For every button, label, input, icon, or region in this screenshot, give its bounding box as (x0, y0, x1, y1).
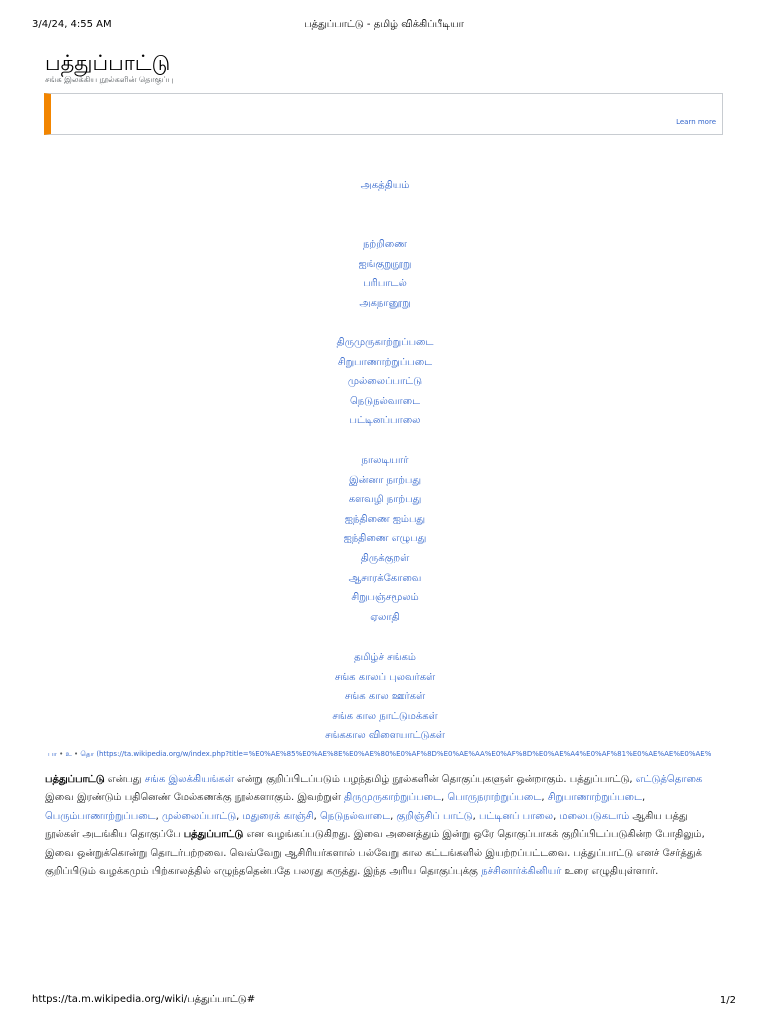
print-datetime: 3/4/24, 4:55 AM (32, 19, 112, 30)
article-paragraph (45, 771, 725, 881)
navbox-link[interactable]: ஐங்குறுநூறு (358, 258, 412, 270)
navbox-link[interactable]: நெடுநல்வாடை (349, 395, 421, 407)
page-subtitle: சங்க இலக்கிய நூல்களின் தொகுப்பு (45, 75, 174, 84)
text: என வழங்கப்படுகிறது. இவை அனைத்தும் இன்று ஒரே தொகுப்பாகக் குறிப்பிடப்படுகின்ற போதிலும், இவை ஒன்றுக்கொன்று தொடர்பற்றவை. வெவ்வேறு ஆசிரியர்களால் பல்வேறு கால கட்டங்களில் இயற்றப்பட்டவை. பத்துப்பாட்டு எனச் சேர்த்துக் குறிப்பிடும் வழக்கமும் பிற்காலத்தில் எழுந்ததென்பதே பலரது கருத்து. இந்த அரிய தொகுப்புக்கு (45, 829, 705, 878)
text: உரை எழுதியுள்ளார். (561, 866, 659, 878)
navbox-link[interactable]: திருமுருகாற்றுப்படை (336, 337, 434, 348)
navbox-link[interactable]: சங்க காலப் புலவர்கள் (334, 671, 436, 683)
navbox-group-2 (240, 235, 530, 313)
text: , (472, 810, 479, 822)
link-maduraikkanchi[interactable]: மதுரைக் காஞ்சி (242, 810, 314, 822)
link-tirumurugarruppadai[interactable]: திருமுருகாற்றுப்படை (344, 792, 441, 804)
vte-view-link[interactable]: பா (48, 750, 57, 758)
navbox-group-1 (240, 176, 530, 196)
text: , (541, 792, 548, 804)
link-nachinarkkiniyar[interactable]: நச்சினார்க்கினியர் (481, 866, 562, 878)
navbox-link[interactable]: நற்றிணை (362, 239, 407, 250)
navbox-group-5 (240, 648, 530, 746)
navbox-link[interactable]: நாலடியார் (361, 455, 409, 466)
text: என்பது (104, 774, 145, 785)
navbox-link[interactable]: சங்க கால நாட்டுமக்கள் (332, 710, 438, 722)
navbox-link[interactable]: திருக்குறள் (360, 552, 410, 564)
navbox-link[interactable]: ஏலாதி (370, 611, 400, 623)
navbox-link[interactable]: தமிழ்ச் சங்கம் (354, 652, 416, 663)
navbox-link[interactable]: சிறுபாணாற்றுப்படை (337, 356, 433, 368)
text: , (390, 810, 397, 822)
navbox-link[interactable]: சங்ககால விளையாட்டுகள் (325, 730, 445, 742)
text: , (236, 810, 243, 822)
vte-url[interactable]: (https://ta.wikipedia.org/w/index.php?title=%E0%AE%85%E0%AE%8E%E0%AE%80%E0%AF%8D%E0%AE%AA%E0%AF%8D%E0%AE%A4%E0%AF%81%E0%AE%AE%E0%AE% (96, 750, 712, 758)
link-sangam-literature[interactable]: சங்க இலக்கியங்கள் (144, 774, 234, 785)
navbox-link[interactable]: ஐந்திணை எழுபது (343, 533, 427, 545)
navbox-group-3 (240, 333, 530, 431)
text: , (553, 810, 560, 822)
link-sirupanarruppadai[interactable]: சிறுபாணாற்றுப்படை (547, 792, 642, 804)
navbox-link[interactable]: ஆசாரக்கோவை (348, 572, 422, 584)
navbox-link[interactable]: அகத்தியம் (360, 180, 410, 191)
page-title: பத்துப்பாட்டு (45, 51, 171, 75)
navbox-link[interactable]: சிறுபஞ்சமூலம் (351, 592, 419, 604)
link-nedunalvadai[interactable]: நெடுநல்வாடை (320, 810, 391, 822)
text: , (313, 810, 320, 822)
notice-banner (44, 93, 723, 135)
text: , (440, 792, 448, 804)
print-document-title: பத்துப்பாட்டு - தமிழ் விக்கிப்பீடியா (304, 19, 464, 30)
bold-term: பத்துப்பாட்டு (183, 829, 244, 841)
navbox-link[interactable]: களவழி நாற்பது (348, 494, 422, 506)
print-footer-url: https://ta.m.wikipedia.org/wiki/பத்துப்பாட்டு# (32, 994, 256, 1005)
link-pattinappalai[interactable]: பட்டினப் பாலை (478, 810, 554, 822)
text: இவை இரண்டும் பதினெண் மேல்கணக்கு நூல்களாகும். இவற்றுள் (45, 792, 345, 804)
text: ஆகிய பத்து நூல்கள் அடங்கிய தொகுப்பே (45, 810, 688, 841)
print-page-number: 1/2 (719, 995, 736, 1006)
navbox-link[interactable]: பரிபாடல் (363, 278, 407, 290)
vte-edit-link[interactable]: தொ (80, 750, 95, 758)
navbox-link[interactable]: இன்னா நாற்பது (348, 474, 422, 486)
link-porunararruppadai[interactable]: பொருநராற்றுப்படை (447, 792, 542, 804)
link-kurinjippattu[interactable]: குறிஞ்சிப் பாட்டு (396, 810, 473, 822)
navbox-link[interactable]: அகநானூறு (359, 297, 411, 309)
learn-more-link[interactable]: Learn more (676, 118, 716, 126)
link-malaipadukadam[interactable]: மலைபடுகடாம் (559, 810, 630, 822)
bold-term: பத்துப்பாட்டு (45, 774, 105, 785)
text: , (641, 792, 646, 804)
vte-separator: • (56, 750, 66, 758)
navbox-link[interactable]: சங்க கால ஊர்கள் (344, 691, 426, 703)
navbox-link[interactable]: ஐந்திணை ஐம்பது (344, 513, 426, 525)
vte-talk-link[interactable]: உ (65, 750, 72, 758)
navbox-vte-links (48, 750, 734, 759)
link-perumpanarruppadai[interactable]: பெரும்பாணாற்றுப்படை (45, 810, 156, 822)
text: , (155, 810, 162, 822)
text: என்று குறிப்பிடப்படும் பழந்தமிழ் நூல்களின் தொகுப்புகளுள் ஒன்றாகும். பத்துப்பாட்டு, (233, 774, 636, 785)
navbox-group-4 (240, 451, 530, 627)
navbox-link[interactable]: முல்லைப்பாட்டு (347, 376, 423, 388)
link-ettuthogai[interactable]: எட்டுத்தொகை (635, 774, 703, 785)
navbox-link[interactable]: பட்டினப்பாலை (349, 415, 421, 427)
link-mullaippattu[interactable]: முல்லைப்பாட்டு (161, 810, 237, 822)
vte-separator: • (71, 750, 81, 758)
